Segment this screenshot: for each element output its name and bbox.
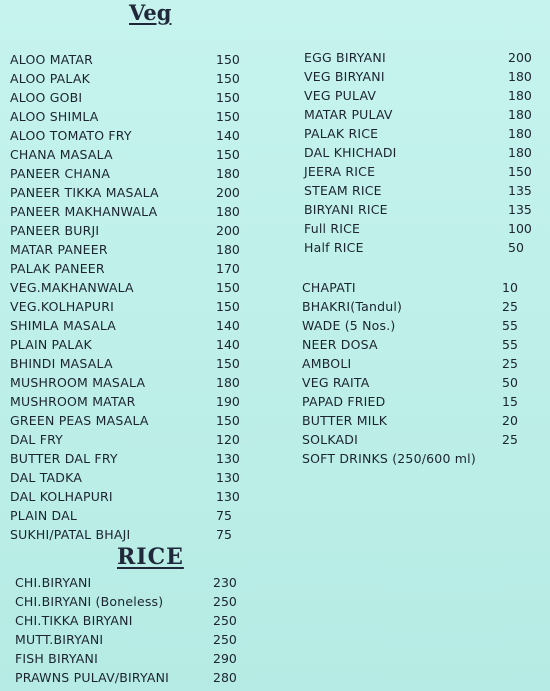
menu-item-price: 150 (216, 147, 240, 162)
menu-item (304, 200, 534, 219)
menu-item-name: STEAM RICE (304, 183, 382, 198)
menu-item (10, 240, 250, 259)
menu-item-price: 10 (502, 280, 518, 295)
menu-item-price: 180 (508, 145, 532, 160)
menu-item-name: ALOO GOBI (10, 90, 83, 105)
menu-item-price: 140 (216, 318, 240, 333)
menu-item-name: ALOO MATAR (10, 52, 93, 67)
menu-item-price: 200 (508, 50, 532, 65)
menu-item (302, 373, 532, 392)
menu-item-price: 190 (216, 394, 240, 409)
menu-item-name: PANEER TIKKA MASALA (10, 185, 159, 200)
menu-item-name: MUSHROOM MASALA (10, 375, 146, 390)
menu-item (10, 411, 250, 430)
menu-item (10, 506, 250, 525)
menu-item-name: FISH BIRYANI (15, 651, 98, 666)
menu-item (10, 373, 250, 392)
menu-item (10, 278, 250, 297)
menu-item-price: 100 (508, 221, 532, 236)
menu-item-name: VEG BIRYANI (304, 69, 385, 84)
menu-item (10, 354, 250, 373)
menu-item (10, 392, 250, 411)
menu-item-name: PANEER CHANA (10, 166, 111, 181)
menu-item-name: BUTTER DAL FRY (10, 451, 118, 466)
menu-item-price: 130 (216, 470, 240, 485)
menu-item-name: SOLKADI (302, 432, 358, 447)
menu-item-price: 150 (216, 90, 240, 105)
menu-item-name: VEG PULAV (304, 88, 377, 103)
menu-item-name: MUTT.BIRYANI (15, 632, 104, 647)
menu-item-price: 150 (216, 413, 240, 428)
menu-item-price: 290 (213, 651, 237, 666)
menu-item (10, 430, 250, 449)
menu-item (304, 219, 534, 238)
menu-item-price: 75 (216, 527, 232, 542)
menu-item-price: 150 (216, 52, 240, 67)
menu-item-name: ALOO TOMATO FRY (10, 128, 132, 143)
menu-item (10, 202, 250, 221)
menu-item-name: PANEER BURJI (10, 223, 100, 238)
menu-item (10, 335, 250, 354)
menu-item (10, 183, 250, 202)
menu-item-name: BUTTER MILK (302, 413, 388, 428)
menu-item (10, 487, 250, 506)
menu-item-name: MUSHROOM MATAR (10, 394, 136, 409)
menu-item (10, 316, 250, 335)
menu-item (304, 67, 534, 86)
menu-item-price: 130 (216, 489, 240, 504)
menu-item-price: 50 (502, 375, 518, 390)
menu-item-price: 180 (508, 69, 532, 84)
menu-item-name: BHAKRI(Tandul) (302, 299, 403, 314)
menu-item-name: DAL KHICHADI (304, 145, 397, 160)
menu-item (10, 221, 250, 240)
menu-item-name: Half RICE (304, 240, 364, 255)
menu-item-price: 150 (508, 164, 532, 179)
menu-item (304, 143, 534, 162)
menu-item-price: 180 (216, 166, 240, 181)
menu-item-name: ALOO SHIMLA (10, 109, 99, 124)
menu-item (10, 468, 250, 487)
menu-item-name: SHIMLA MASALA (10, 318, 117, 333)
menu-item (304, 162, 534, 181)
menu-item-name: PALAK RICE (304, 126, 379, 141)
menu-item-price: 135 (508, 183, 532, 198)
menu-item (10, 107, 250, 126)
menu-item (10, 126, 250, 145)
menu-item-name: CHI.BIRYANI (Boneless) (15, 594, 164, 609)
menu-item-name: PRAWNS PULAV/BIRYANI (15, 670, 170, 685)
menu-item (10, 145, 250, 164)
menu-item-name: DAL KOLHAPURI (10, 489, 113, 504)
menu-item-price: 150 (216, 109, 240, 124)
menu-item-price: 25 (502, 432, 518, 447)
menu-item-price: 20 (502, 413, 518, 428)
menu-item (15, 611, 255, 630)
menu-item (15, 630, 255, 649)
menu-item (304, 86, 534, 105)
menu-item (304, 105, 534, 124)
menu-item (302, 392, 532, 411)
menu-item (302, 411, 532, 430)
menu-item-name: CHAPATI (302, 280, 356, 295)
menu-item (15, 592, 255, 611)
menu-item-name: VEG.MAKHANWALA (10, 280, 134, 295)
menu-item-name: DAL TADKA (10, 470, 83, 485)
menu-item-price: 180 (508, 107, 532, 122)
menu-item (304, 124, 534, 143)
rice-heading: RICE (117, 544, 184, 570)
menu-item-price: 180 (216, 375, 240, 390)
menu-item-name: CHI.TIKKA BIRYANI (15, 613, 133, 628)
menu-item (10, 525, 250, 544)
menu-item-price: 25 (502, 356, 518, 371)
menu-item-price: 250 (213, 594, 237, 609)
menu-item-price: 250 (213, 613, 237, 628)
menu-item-name: MATAR PANEER (10, 242, 108, 257)
menu-item (302, 297, 532, 316)
menu-item-name: VEG.KOLHAPURI (10, 299, 115, 314)
menu-item (302, 449, 532, 468)
menu-item (302, 335, 532, 354)
menu-item (304, 238, 534, 257)
menu-item-name: PLAIN PALAK (10, 337, 92, 352)
menu-item-name: SUKHI/PATAL BHAJI (10, 527, 131, 542)
menu-item-name: BIRYANI RICE (304, 202, 388, 217)
menu-item-name: BHINDI MASALA (10, 356, 113, 371)
non-veg-rice-list (15, 573, 255, 687)
menu-item (10, 164, 250, 183)
rice-dishes-list (304, 48, 534, 257)
menu-item-price: 280 (213, 670, 237, 685)
menu-item-name: CHI.BIRYANI (15, 575, 92, 590)
menu-item-price: 140 (216, 128, 240, 143)
menu-item-name: PAPAD FRIED (302, 394, 386, 409)
menu-item-name: WADE (5 Nos.) (302, 318, 396, 333)
menu-item (10, 449, 250, 468)
menu-item-price: 180 (216, 204, 240, 219)
menu-item-price: 140 (216, 337, 240, 352)
menu-item-price: 25 (502, 299, 518, 314)
menu-item (304, 181, 534, 200)
menu-item (15, 649, 255, 668)
menu-item-name: SOFT DRINKS (250/600 ml) (302, 451, 476, 466)
menu-item (15, 668, 255, 687)
menu-item (302, 316, 532, 335)
extras-list (302, 278, 532, 468)
menu-item (15, 573, 255, 592)
menu-item-price: 200 (216, 223, 240, 238)
menu-item-price: 180 (508, 126, 532, 141)
menu-item-price: 200 (216, 185, 240, 200)
menu-item (10, 69, 250, 88)
veg-heading: Veg (129, 0, 172, 25)
menu-item (302, 430, 532, 449)
menu-item-name: MATAR PULAV (304, 107, 393, 122)
menu-item-price: 230 (213, 575, 237, 590)
menu-item-price: 180 (508, 88, 532, 103)
menu-item-name: PALAK PANEER (10, 261, 105, 276)
menu-item-name: VEG RAITA (302, 375, 370, 390)
menu-item-price: 150 (216, 356, 240, 371)
menu-item-price: 75 (216, 508, 232, 523)
menu-item-price: 250 (213, 632, 237, 647)
menu-item-price: 55 (502, 318, 518, 333)
menu-item-price: 55 (502, 337, 518, 352)
menu-item-price: 120 (216, 432, 240, 447)
menu-item-name: Full RICE (304, 221, 361, 236)
menu-item-name: GREEN PEAS MASALA (10, 413, 149, 428)
menu-item-name: CHANA MASALA (10, 147, 113, 162)
menu-item (302, 354, 532, 373)
menu-item-price: 130 (216, 451, 240, 466)
menu-item-price: 150 (216, 71, 240, 86)
menu-item (10, 88, 250, 107)
menu-item-price: 150 (216, 299, 240, 314)
menu-item-name: EGG BIRYANI (304, 50, 386, 65)
menu-item-price: 180 (216, 242, 240, 257)
menu-item-price: 170 (216, 261, 240, 276)
menu-item-price: 15 (502, 394, 518, 409)
menu-item (302, 278, 532, 297)
menu-item (10, 50, 250, 69)
menu-item-name: ALOO PALAK (10, 71, 91, 86)
menu-item-name: PANEER MAKHANWALA (10, 204, 158, 219)
menu-item (10, 297, 250, 316)
menu-item (10, 259, 250, 278)
menu-item-price: 150 (216, 280, 240, 295)
menu-item-name: PLAIN DAL (10, 508, 78, 523)
menu-item (304, 48, 534, 67)
veg-left-list (10, 50, 250, 544)
menu-item-name: DAL FRY (10, 432, 64, 447)
menu-item-name: AMBOLI (302, 356, 352, 371)
menu-item-name: JEERA RICE (304, 164, 376, 179)
menu-item-price: 135 (508, 202, 532, 217)
menu-item-name: NEER DOSA (302, 337, 378, 352)
menu-item-price: 50 (508, 240, 524, 255)
